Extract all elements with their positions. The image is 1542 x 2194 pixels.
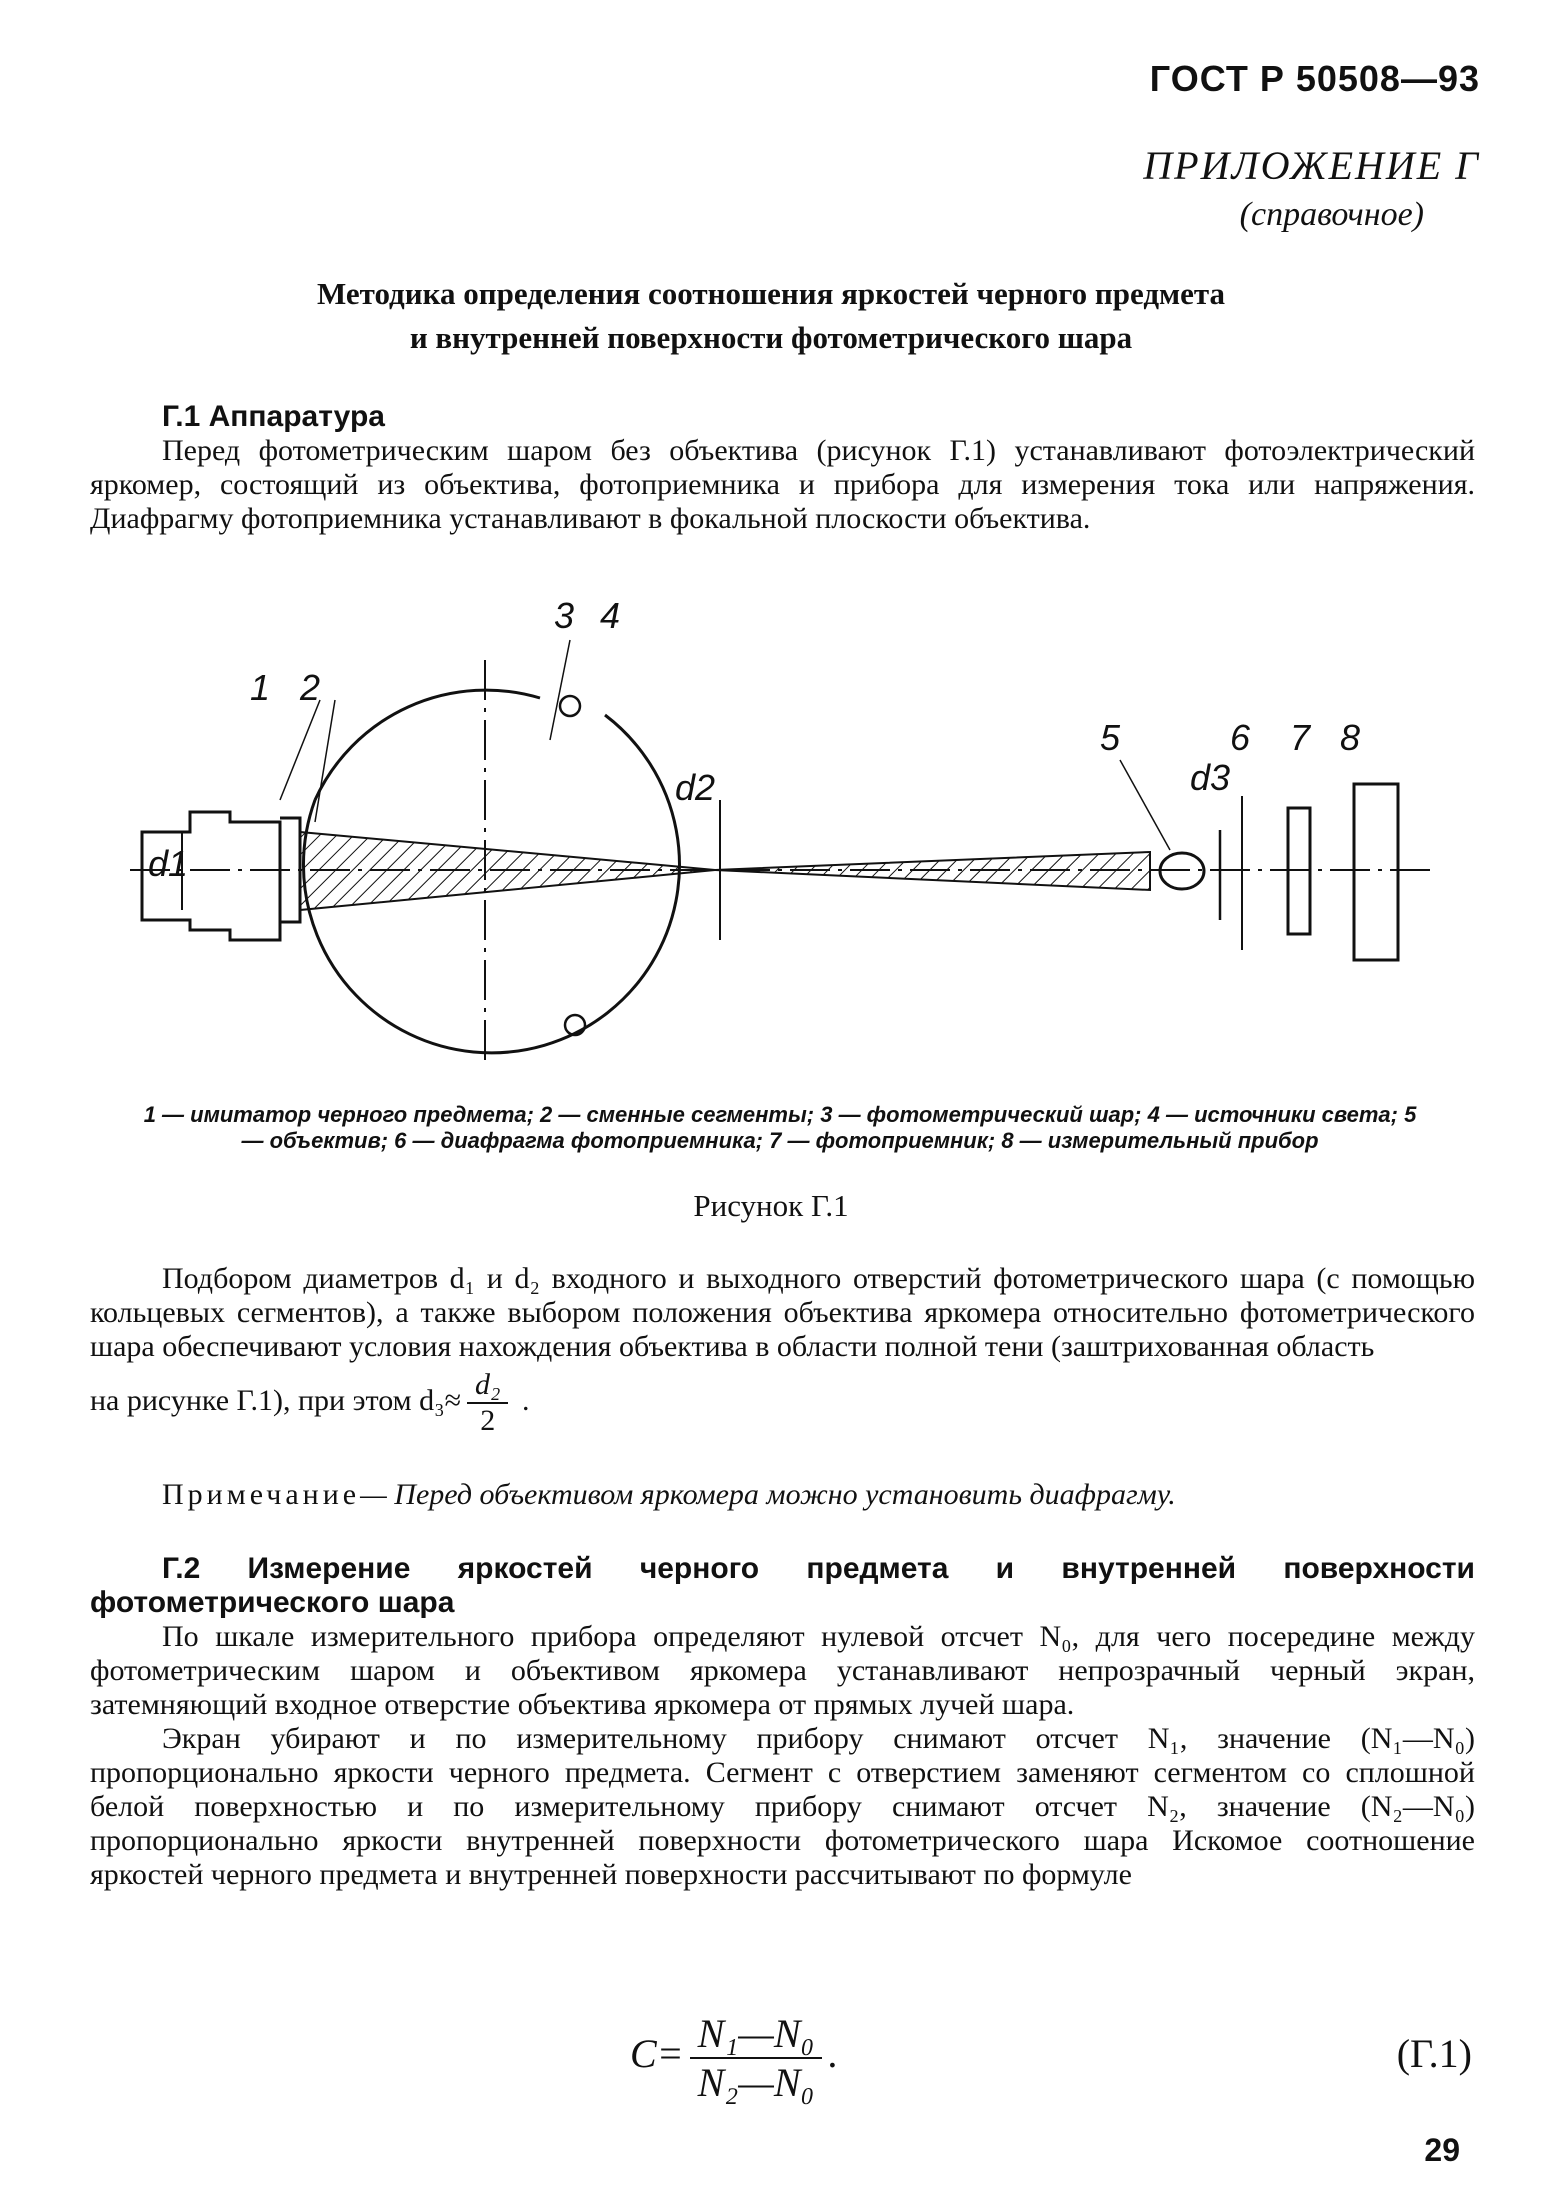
formula-suffix-dot: . xyxy=(828,2031,839,2077)
section-2-para-1: По шкале измерительного прибора определяют нулевой отсчет N₀, для чего посередине между фотометрическим шаром и объективом яркомера устанавливают непрозрачный черный экран, затемняющий входное отверстие объектива яркомера от прямых лучей шара. xyxy=(90,1620,1475,1721)
label-7: 7 xyxy=(1290,717,1311,758)
formula-prefix: на рисунке Г.1), при этом d₃≈ xyxy=(90,1383,462,1417)
label-4: 4 xyxy=(600,600,621,636)
selection-text: Подбором диаметров d₁ и d₂ входного и выходного отверстий фотометрического шара (с помощью кольцевых сегментов), а также выбором положения объектива яркомера относительно фотометрического шара обеспечивают условия нахождения объектива в области полной тени (заштрихованная область xyxy=(90,1262,1475,1363)
note xyxy=(90,1478,1475,1512)
shadow-region-left xyxy=(300,832,715,910)
label-d1: d1 xyxy=(148,843,189,884)
appendix-title: ПРИЛОЖЕНИЕ Г xyxy=(1143,143,1480,188)
label-1: 1 xyxy=(250,667,271,708)
main-formula xyxy=(0,2010,1542,2105)
label-8: 8 xyxy=(1340,717,1361,758)
label-5: 5 xyxy=(1100,717,1121,758)
section-1-heading: Г.1 Аппаратура xyxy=(162,400,385,433)
selection-paragraph xyxy=(90,1262,1475,1438)
label-d2: d2 xyxy=(675,767,716,808)
d3-numerator: d₂ xyxy=(467,1368,508,1404)
page-number: 29 xyxy=(1424,2132,1460,2168)
formula-suffix: . xyxy=(514,1383,530,1417)
figure-caption: Рисунок Г.1 xyxy=(693,1188,849,1223)
formula-numerator: N₁—N₀ xyxy=(690,2010,823,2059)
note-label: Примечание xyxy=(162,1478,361,1511)
figure-legend: 1 — имитатор черного предмета; 2 — сменные сегменты; 3 — фотометрический шар; 4 — источники света; 5 — объектив; 6 — диафрагма фотоприемника; 7 — фотоприемник; 8 — измерительный прибор xyxy=(143,1102,1417,1153)
section-1 xyxy=(90,400,1475,536)
light-source-top xyxy=(560,696,580,716)
formula-denominator: N₂—N₀ xyxy=(697,2060,815,2105)
label-2: 2 xyxy=(300,667,321,708)
title-line-1: Методика определения соотношения яркостей черного предмета xyxy=(317,276,1225,311)
formula-fraction xyxy=(690,2010,823,2106)
section-2-para-2: Экран убирают и по измерительному прибору снимают отсчет N₁, значение (N₁—N₀) пропорционально яркости черного предмета. Сегмент с отверстием заменяют сегментом со сплошной белой поверхностью и по измерительному прибору снимают отсчет N₂, значение (N₂—N₀) пропорционально яркости внутренней поверхности фотометрического шара Искомое соотношение яркостей черного предмета и внутренней поверхности рассчитывают по формуле xyxy=(90,1722,1475,1891)
measuring-instrument xyxy=(1354,784,1398,960)
appendix-type: (справочное) xyxy=(1239,196,1424,233)
d3-fraction xyxy=(467,1368,508,1438)
figure-diagram xyxy=(130,600,1430,1060)
formula-body xyxy=(630,2010,838,2106)
document-number: ГОСТ Р 50508—93 xyxy=(1149,58,1480,99)
title-line-2: и внутренней поверхности фотометрического шара xyxy=(409,320,1133,355)
formula-number: (Г.1) xyxy=(1396,2031,1472,2076)
label-3: 3 xyxy=(554,600,575,636)
selection-formula xyxy=(90,1368,1475,1438)
section-1-text: Перед фотометрическим шаром без объектива (рисунок Г.1) устанавливают фотоэлектрический яркомер, состоящий из объектива, фотоприемника и прибора для измерения тока или напряжения. Диафрагму фотоприемника устанавливают в фокальной плоскости объектива. xyxy=(90,434,1475,535)
note-text: — Перед объективом яркомера можно установить диафрагму. xyxy=(360,1478,1176,1511)
formula-lhs: C= xyxy=(630,2031,684,2077)
label-6: 6 xyxy=(1230,717,1251,758)
shadow-region-right xyxy=(715,852,1150,890)
d3-denominator: 2 xyxy=(480,1404,496,1437)
label-d3: d3 xyxy=(1190,757,1231,798)
section-2 xyxy=(90,1552,1475,1892)
section-2-heading: Г.2 Измерение яркостей черного предмета и внутренней поверхности фотометрического шара xyxy=(90,1552,1475,1619)
page-title xyxy=(0,272,1542,360)
